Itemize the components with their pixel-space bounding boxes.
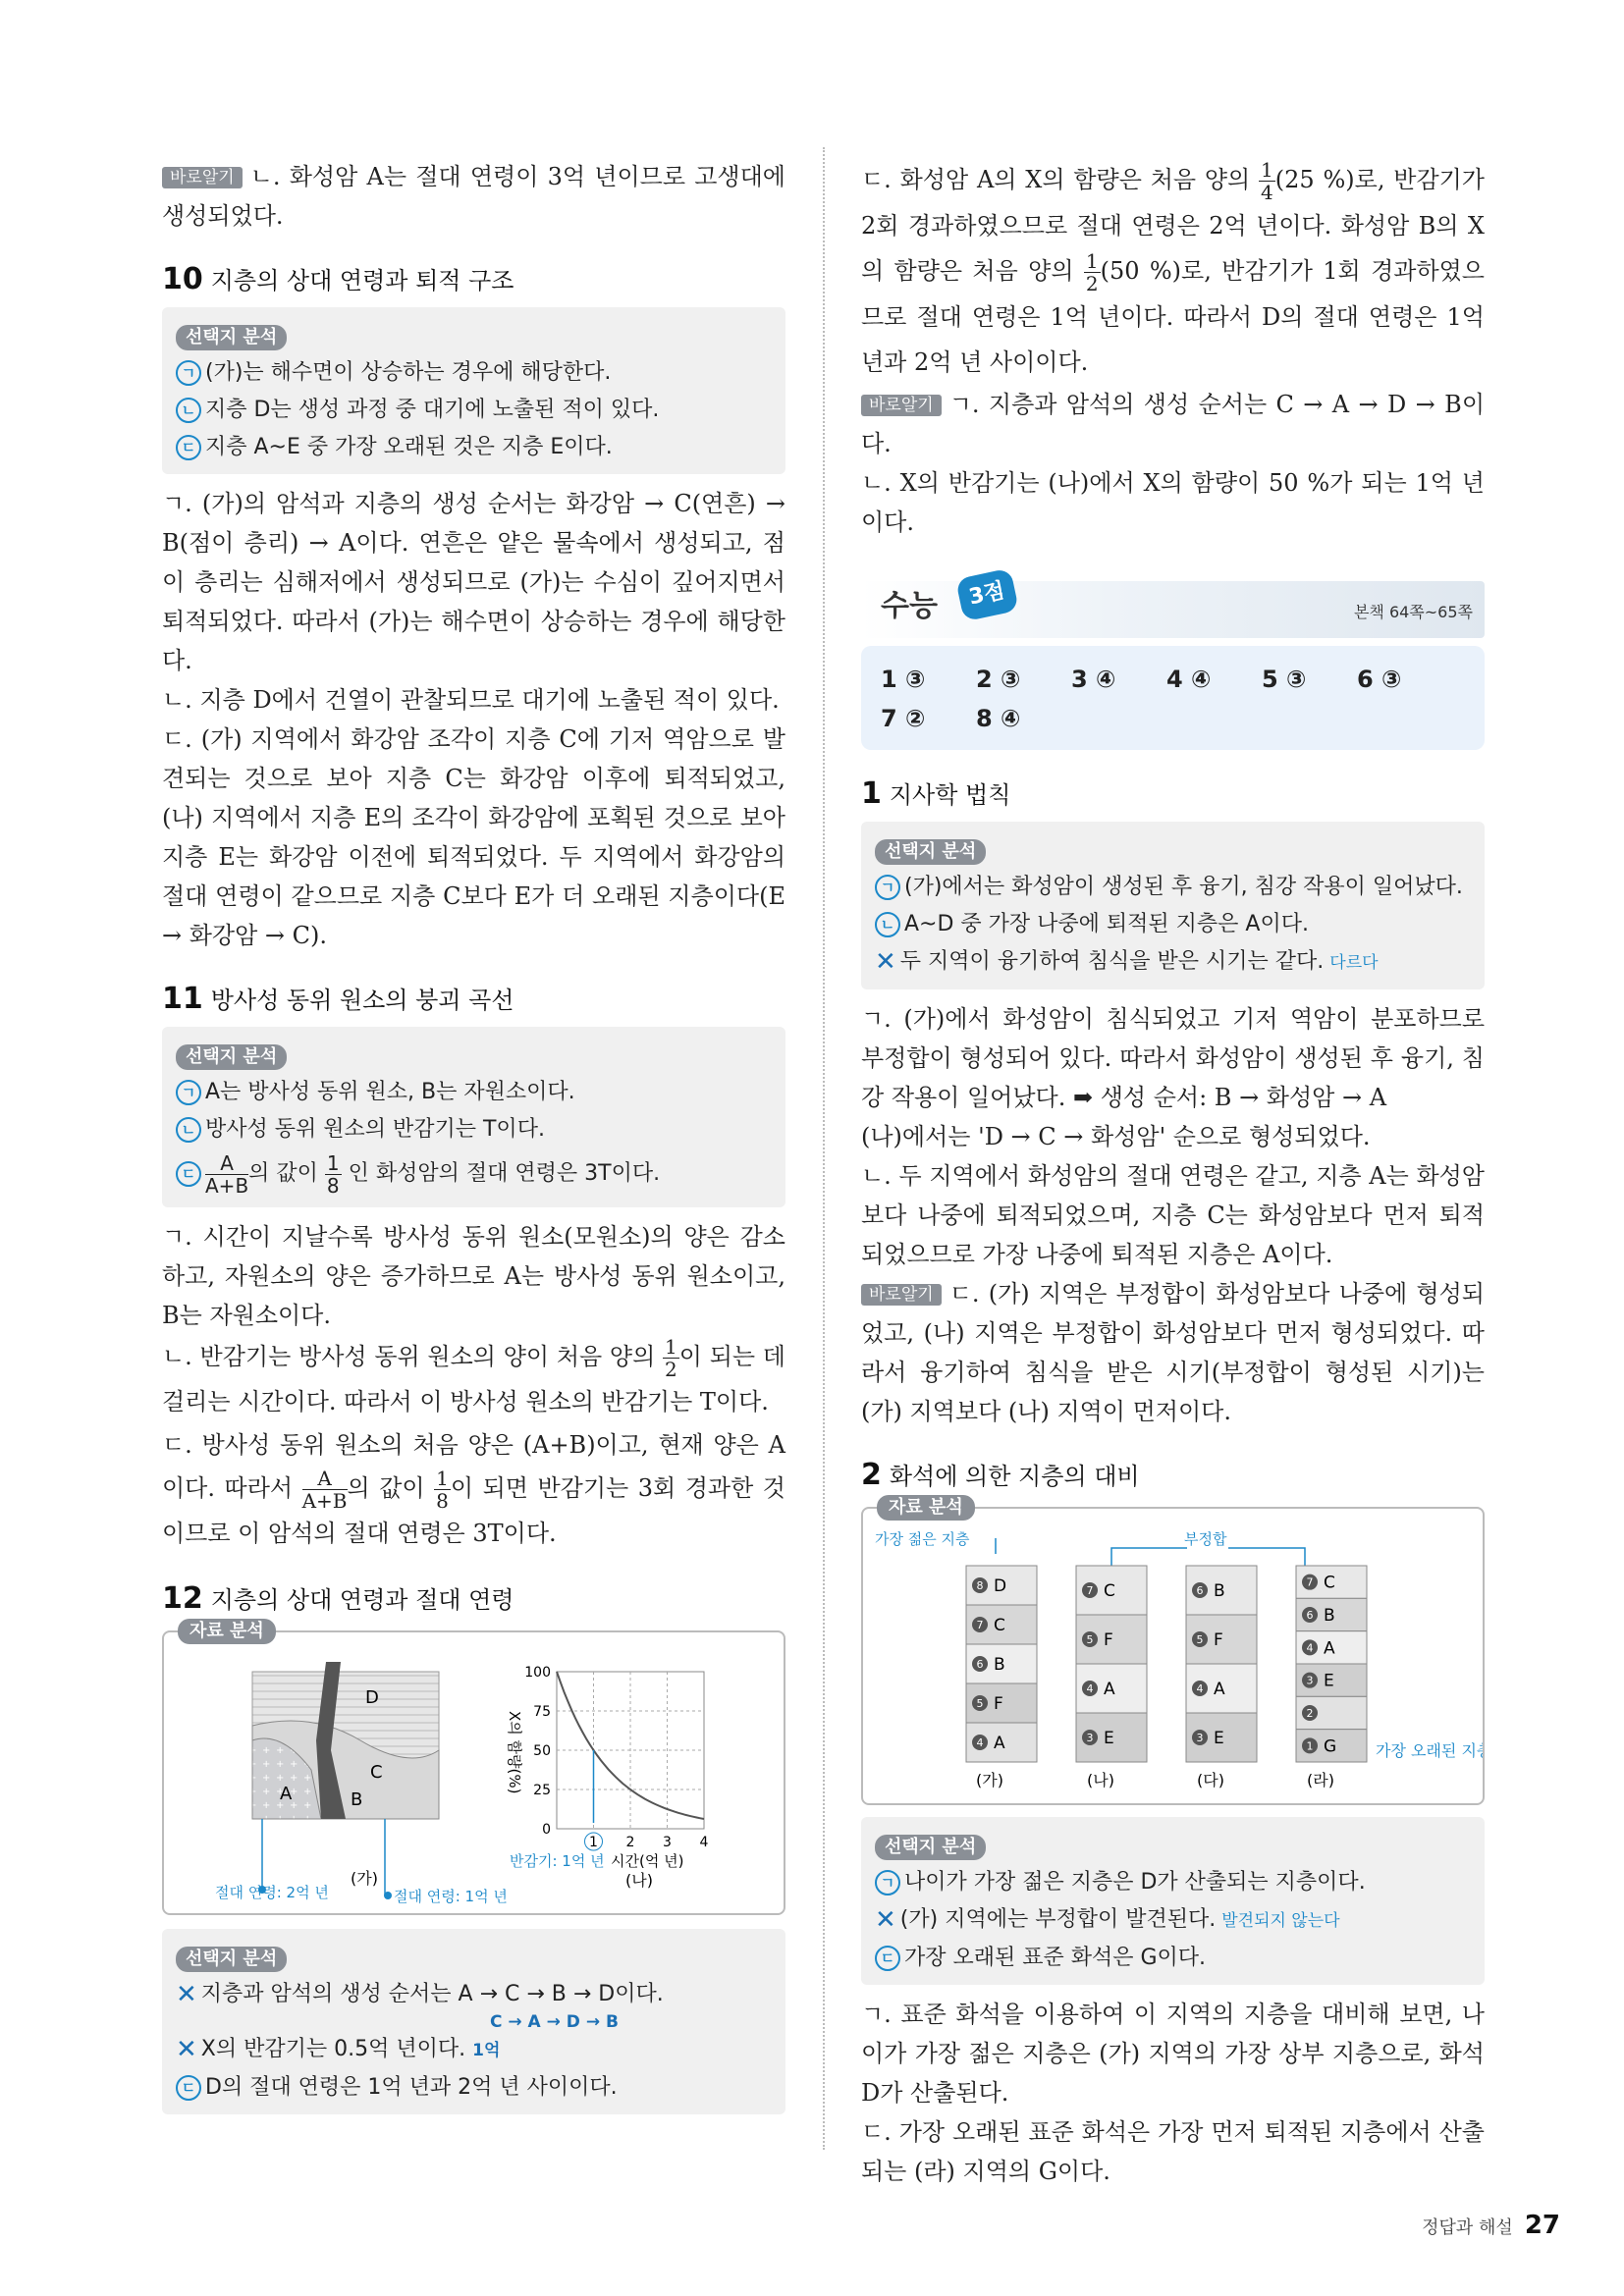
paragraph: ㄱ. (가)의 암석과 지층의 생성 순서는 화강암 → C(연흔) → B(점이 층리) → A이다. 연흔은 얕은 물속에서 생성되고, 점이 층리는 심해저에서 생성되므로 (가)는 수심이 깊어지면서 퇴적되었다. 따라서 (가)는 해수면이 상승하는 경우에 해당한다. — [162, 490, 785, 674]
answer: 7 ② — [881, 705, 926, 732]
answer: 5 ③ — [1262, 666, 1307, 693]
abs-age-a: 절대 연령: 2억 년 — [215, 1884, 329, 1901]
wrong-tag: 바로알기 — [162, 167, 243, 188]
correction: 발견되지 않는다 — [1221, 1911, 1340, 1931]
fossil-letter: F — [994, 1694, 1003, 1714]
paragraph — [162, 1423, 785, 1555]
option — [176, 2069, 772, 2107]
left-column — [162, 157, 785, 2124]
text: ㄴ. 화성암 A는 절대 연령이 3억 년이므로 고생대에 생성되었다. — [162, 163, 785, 230]
fraction — [434, 1468, 451, 1512]
text: ㄷ. 방사성 동위 원소의 처음 양은 (A+B)이고, 현재 양은 A이다. 따라서 — [162, 1431, 785, 1502]
x-mark-icon: ✕ — [875, 947, 896, 977]
data-analysis-figure — [861, 1497, 1485, 1805]
denominator: 4 — [1261, 181, 1273, 204]
column-divider — [823, 147, 825, 2150]
wrong-tag: 바로알기 — [861, 395, 942, 416]
fossil-number: 7 — [976, 1619, 984, 1631]
text: (25 %)로, 반감기가 2회 경과하였으므로 절대 연령은 2억 년이다. 화성암 B의 X의 함량은 처음 양의 — [861, 166, 1485, 285]
section-title: 화석에 의한 지층의 대비 — [889, 1463, 1140, 1490]
fossil-number: 7 — [1306, 1575, 1314, 1589]
paragraph: ㄱ. (가)에서 화성암이 침식되었고 기저 역암이 분포하므로 부정합이 형성되어 있다. 따라서 화성암이 생성된 후 융기, 침강 작용이 일어났다. ➡ 생성 순서: B → 화성암 → A — [861, 1005, 1485, 1111]
fossil-letter: E — [1324, 1671, 1334, 1691]
answer-box — [861, 646, 1485, 750]
section-title: 지사학 법칙 — [889, 781, 1011, 809]
y-axis-label: X의 함량(%) — [506, 1711, 523, 1794]
y-tick: 25 — [533, 1783, 551, 1798]
box-tag: 선택지 분석 — [176, 1947, 287, 1972]
option-text: 인 화성암의 절대 연령은 3T이다. — [348, 1161, 661, 1186]
section-title: 지층의 상대 연령과 퇴적 구조 — [210, 267, 514, 294]
label-d: D — [365, 1687, 379, 1708]
fossil-number: 3 — [1086, 1732, 1094, 1744]
x-mark-icon: ✕ — [176, 2035, 197, 2064]
paragraph: (나)에서는 'D → C → 화성암' 순으로 형성되었다. — [861, 1123, 1371, 1150]
section-1-heading — [861, 777, 1485, 812]
paragraph-wrong-ㄴ — [162, 157, 785, 236]
data-analysis-figure — [162, 1621, 785, 1915]
denominator: 8 — [326, 1173, 340, 1198]
section-number: 1 — [861, 776, 882, 811]
paragraph: ㄱ. 시간이 지날수록 방사성 동위 원소(모원소)의 양은 감소하고, 자원소의 양은 증가하므로 A는 방사성 동위 원소이고, B는 자원소이다. — [162, 1223, 785, 1329]
three-point-badge: 3점 — [955, 568, 1018, 622]
option — [176, 429, 772, 466]
paragraph-wrong — [861, 385, 1485, 463]
option — [875, 1940, 1471, 1977]
paragraph: ㄴ. 두 지역에서 화성암의 절대 연령은 같고, 지층 A는 화성암보다 나중에 퇴적되었으며, 지층 C는 화성암보다 먼저 퇴적되었으므로 가장 나중에 퇴적된 지층은 A이다. — [861, 1162, 1485, 1268]
answer: 1 ③ — [881, 666, 926, 693]
text: (50 %)로, 반감기가 1회 경과하였으므로 절대 연령은 1억 년이다. 따라서 D의 절대 연령은 1억 년과 2억 년 사이이다. — [861, 257, 1485, 376]
option — [176, 1074, 772, 1111]
option-text: A는 방사성 동위 원소, B는 자원소이다. — [205, 1080, 575, 1104]
choice-analysis-box — [162, 1929, 785, 2114]
circle-mark-icon: ㄷ — [176, 435, 201, 460]
fraction — [302, 1468, 348, 1512]
fossil-number: 2 — [1306, 1707, 1314, 1720]
paragraph: ㄴ. X의 반감기는 (나)에서 X의 함량이 50 %가 되는 1억 년이다. — [861, 469, 1485, 536]
answer: 8 ④ — [976, 705, 1021, 732]
suneung-label: 수능 — [881, 589, 938, 623]
strata-and-decay-figure — [164, 1632, 784, 1913]
fossil-number: 6 — [1196, 1584, 1204, 1597]
half-life-label: 반감기: 1억 년 — [510, 1852, 605, 1870]
fossil-number: 4 — [1196, 1682, 1204, 1695]
x-tick: 2 — [625, 1835, 635, 1850]
numerator: 1 — [436, 1467, 449, 1490]
option — [875, 1864, 1471, 1901]
option-text: 지층 A~E 중 가장 오래된 것은 지층 E이다. — [205, 435, 613, 459]
choice-analysis-box — [861, 1817, 1485, 1985]
footer-label: 정답과 해설 — [1422, 2217, 1513, 2238]
circle-mark-icon: ㄴ — [176, 1117, 201, 1143]
section-number: 11 — [162, 982, 203, 1016]
circle-mark-icon: ㄴ — [176, 398, 201, 423]
denominator: A+B — [205, 1173, 249, 1198]
fossil-letter: E — [1104, 1729, 1114, 1748]
option-text: 두 지역이 융기하여 침식을 받은 시기는 같다. — [899, 949, 1325, 974]
option-text: (가)는 해수면이 상승하는 경우에 해당한다. — [205, 360, 612, 385]
circle-mark-icon: ㄱ — [176, 1080, 201, 1105]
fossil-letter: C — [1104, 1581, 1115, 1601]
section-11-heading — [162, 983, 785, 1017]
fossil-number: 5 — [1196, 1633, 1204, 1646]
option — [176, 392, 772, 429]
fossil-number: 6 — [1306, 1609, 1314, 1622]
col-label-da: (다) — [1197, 1771, 1224, 1789]
text: ㄷ. (가) 지역은 부정합이 화성암보다 나중에 형성되었고, (나) 지역은 부정합이 화성암보다 먼저 형성되었다. 따라서 융기하여 침식을 받은 시기(부정합이 형성된 시기)는 (가) 지역보다 (나) 지역이 먼저이다. — [861, 1280, 1485, 1425]
paragraph — [162, 1335, 785, 1423]
correlation-figure — [863, 1509, 1483, 1803]
fossil-number: 7 — [1086, 1584, 1094, 1597]
y-tick: 100 — [524, 1665, 551, 1681]
fossil-letter: E — [1214, 1729, 1224, 1748]
option-text: 지층과 암석의 생성 순서는 A → C → B → D이다. — [200, 1982, 664, 2006]
fossil-letter: B — [1214, 1581, 1225, 1601]
wrong-tag: 바로알기 — [861, 1284, 942, 1306]
section-2-heading — [861, 1459, 1485, 1493]
denominator: A+B — [301, 1489, 348, 1513]
circle-mark-icon: ㄴ — [875, 912, 900, 937]
suneung-banner — [861, 578, 1485, 638]
fossil-letter: G — [1324, 1736, 1337, 1757]
numerator: 1 — [665, 1335, 677, 1359]
numerator: 1 — [1261, 158, 1273, 182]
fossil-letter: B — [994, 1655, 1005, 1675]
numerator: 1 — [1085, 249, 1099, 273]
option — [176, 2031, 772, 2069]
circle-mark-icon: ㄷ — [176, 2075, 201, 2101]
fossil-number: 5 — [976, 1697, 984, 1710]
x-tick: 3 — [663, 1835, 672, 1850]
x-axis-label: 시간(억 년) — [611, 1852, 684, 1870]
x-tick: 1 — [589, 1835, 598, 1850]
option — [176, 354, 772, 392]
text: 이 되면 반감기는 3회 경과한 것이므로 이 암석의 절대 연령은 3T이다. — [162, 1474, 785, 1547]
paragraph: ㄱ. 표준 화석을 이용하여 이 지역의 지층을 대비해 보면, 나이가 가장 젊은 지층은 (가) 지역의 가장 상부 지층으로, 화석 D가 산출된다. — [861, 2001, 1485, 2107]
decay-graph — [524, 1665, 708, 1850]
option-text: (가) 지역에는 부정합이 발견된다. — [899, 1907, 1217, 1932]
answer: 3 ④ — [1071, 666, 1116, 693]
y-tick: 50 — [533, 1743, 551, 1759]
option-text: 가장 오래된 표준 화석은 G이다. — [904, 1946, 1207, 1970]
pointer-dot — [384, 1892, 392, 1899]
y-tick: 75 — [533, 1704, 551, 1720]
y-tick: 0 — [542, 1822, 551, 1838]
option-text: X의 반감기는 0.5억 년이다. — [200, 2037, 466, 2061]
unconformity-label: 부정합 — [1184, 1530, 1227, 1548]
fraction — [1259, 159, 1275, 203]
option-text: 나이가 가장 젊은 지층은 D가 산출되는 지층이다. — [904, 1870, 1366, 1895]
pointer-line — [1228, 1548, 1305, 1566]
label-ga: (가) — [351, 1869, 378, 1888]
fraction — [1084, 250, 1101, 294]
option-text: D의 절대 연령은 1억 년과 2억 년 사이이다. — [205, 2075, 618, 2100]
fossil-number: 5 — [1086, 1633, 1094, 1646]
numerator: A — [302, 1468, 348, 1490]
x-tick: 4 — [699, 1835, 709, 1850]
section-number: 10 — [162, 262, 203, 296]
fossil-letter: C — [994, 1616, 1005, 1635]
fossil-letter: A — [1104, 1680, 1115, 1699]
option — [176, 1148, 772, 1200]
fossil-letter: A — [1214, 1680, 1225, 1699]
paragraph-wrong — [861, 1274, 1485, 1431]
fossil-number: 3 — [1306, 1674, 1314, 1687]
section-12-heading — [162, 1582, 785, 1617]
fossil-number: 4 — [1086, 1682, 1094, 1695]
paragraph — [861, 157, 1485, 385]
option — [875, 906, 1471, 943]
option-text: 의 값이 — [248, 1161, 318, 1186]
fossil-letter: B — [1324, 1606, 1335, 1626]
denominator: 2 — [665, 1358, 677, 1381]
paragraph: ㄷ. (가) 지역에서 화강암 조각이 지층 C에 기저 역암으로 발견되는 것으로 보아 지층 C는 화강암 이후에 퇴적되었고, (나) 지역에서 지층 E의 조각이 화강암에 포획된 것으로 보아 지층 E는 화강암 이전에 퇴적되었다. 두 지역에서 화강암의 절대 연령이 같으므로 지층 C보다 E가 더 오래된 지층이다(E → 화강암 → C). — [162, 725, 785, 949]
abs-age-b: 절대 연령: 1억 년 — [394, 1888, 508, 1905]
correction: C → A → D → B — [490, 2012, 619, 2032]
answer-grid — [881, 660, 1465, 738]
option — [176, 1976, 772, 2013]
box-tag: 선택지 분석 — [875, 839, 986, 865]
circle-mark-icon: ㄱ — [875, 1870, 900, 1896]
choice-analysis-box — [162, 1027, 785, 1207]
correction: 다르다 — [1329, 953, 1379, 973]
fossil-number: 1 — [1306, 1739, 1314, 1753]
box-tag: 선택지 분석 — [176, 325, 287, 350]
fossil-letter: F — [1214, 1630, 1223, 1650]
text: 이 되는 데 걸리는 시간이다. 따라서 이 방사성 원소의 반감기는 T이다. — [162, 1343, 785, 1415]
denominator: 2 — [1085, 272, 1099, 295]
strata-columns — [966, 1566, 1367, 1762]
numerator: A — [205, 1152, 248, 1175]
fossil-number: 4 — [976, 1736, 984, 1749]
col-label-na: (나) — [1087, 1771, 1114, 1789]
option-text: (가)에서는 화성암이 생성된 후 융기, 침강 작용이 일어났다. — [904, 875, 1463, 899]
paragraph: ㄷ. 가장 오래된 표준 화석은 가장 먼저 퇴적된 지층에서 산출되는 (라) 지역의 G이다. — [861, 2118, 1485, 2185]
option — [875, 869, 1471, 906]
col-label-ra: (라) — [1307, 1771, 1334, 1789]
page-reference: 본책 64쪽~65쪽 — [1353, 603, 1473, 621]
option — [875, 943, 1471, 982]
fraction — [325, 1152, 342, 1197]
section-10-heading — [162, 263, 785, 297]
section-title: 방사성 동위 원소의 붕괴 곡선 — [210, 987, 514, 1014]
choice-analysis-box — [162, 307, 785, 474]
answer: 4 ④ — [1166, 666, 1212, 693]
fossil-number: 4 — [1306, 1641, 1314, 1655]
oldest-label: 가장 오래된 지층 — [1376, 1741, 1483, 1760]
youngest-label: 가장 젊은 지층 — [875, 1530, 970, 1548]
label-a: A — [280, 1784, 293, 1804]
correction: 1억 — [472, 2041, 501, 2060]
circle-mark-icon: ㄷ — [875, 1946, 900, 1971]
circle-mark-icon: ㄱ — [176, 360, 201, 386]
label-na: (나) — [625, 1871, 653, 1890]
text: ㄷ. 화성암 A의 X의 함량은 처음 양의 — [861, 166, 1251, 193]
option-text: 지층 D는 생성 과정 중 대기에 노출된 적이 있다. — [205, 398, 660, 422]
answer: 2 ③ — [976, 666, 1021, 693]
text: ㄴ. 반감기는 방사성 동위 원소의 양이 처음 양의 — [162, 1343, 656, 1370]
paragraph: ㄴ. 지층 D에서 건열이 관찰되므로 대기에 노출된 적이 있다. — [162, 686, 780, 714]
fossil-number: 8 — [976, 1579, 984, 1592]
fossil-number: 6 — [976, 1658, 984, 1671]
circle-mark-icon: ㄱ — [875, 875, 900, 900]
fossil-letter: A — [994, 1734, 1005, 1753]
box-tag: 선택지 분석 — [176, 1044, 287, 1070]
page-number: 27 — [1524, 2211, 1560, 2240]
fraction — [205, 1152, 248, 1197]
x-mark-icon: ✕ — [176, 1980, 197, 2009]
option-text: A~D 중 가장 나중에 퇴적된 지층은 A이다. — [904, 912, 1309, 936]
page-footer — [1422, 2206, 1560, 2248]
text: 의 값이 — [347, 1474, 425, 1502]
denominator: 8 — [436, 1489, 449, 1513]
choice-analysis-box — [861, 822, 1485, 989]
fossil-letter: F — [1104, 1630, 1113, 1650]
answer: 6 ③ — [1357, 666, 1402, 693]
circle-mark-icon: ㄷ — [176, 1161, 201, 1187]
fossil-letter: D — [994, 1576, 1007, 1596]
fossil-letter: C — [1324, 1573, 1335, 1593]
pointer-line — [1111, 1548, 1187, 1566]
section-number: 2 — [861, 1458, 882, 1492]
label-c: C — [370, 1762, 383, 1783]
option — [875, 1901, 1471, 1940]
text: ㄱ. 지층과 암석의 생성 순서는 C → A → D → B이다. — [861, 391, 1485, 457]
section-title: 지층의 상대 연령과 절대 연령 — [210, 1586, 514, 1614]
section-number: 12 — [162, 1581, 203, 1616]
right-column — [861, 157, 1485, 2191]
col-label-ga: (가) — [976, 1771, 1003, 1789]
option — [176, 1111, 772, 1148]
numerator: 1 — [326, 1150, 340, 1175]
figure-tag: 자료 분석 — [178, 1619, 276, 1644]
option-text: 방사성 동위 원소의 반감기는 T이다. — [205, 1117, 545, 1142]
box-tag: 선택지 분석 — [875, 1835, 986, 1860]
fraction — [663, 1336, 679, 1380]
x-mark-icon: ✕ — [875, 1905, 896, 1935]
fossil-letter: A — [1324, 1638, 1335, 1659]
figure-tag: 자료 분석 — [877, 1495, 975, 1521]
label-b: B — [351, 1789, 363, 1810]
fossil-number: 3 — [1196, 1732, 1204, 1744]
